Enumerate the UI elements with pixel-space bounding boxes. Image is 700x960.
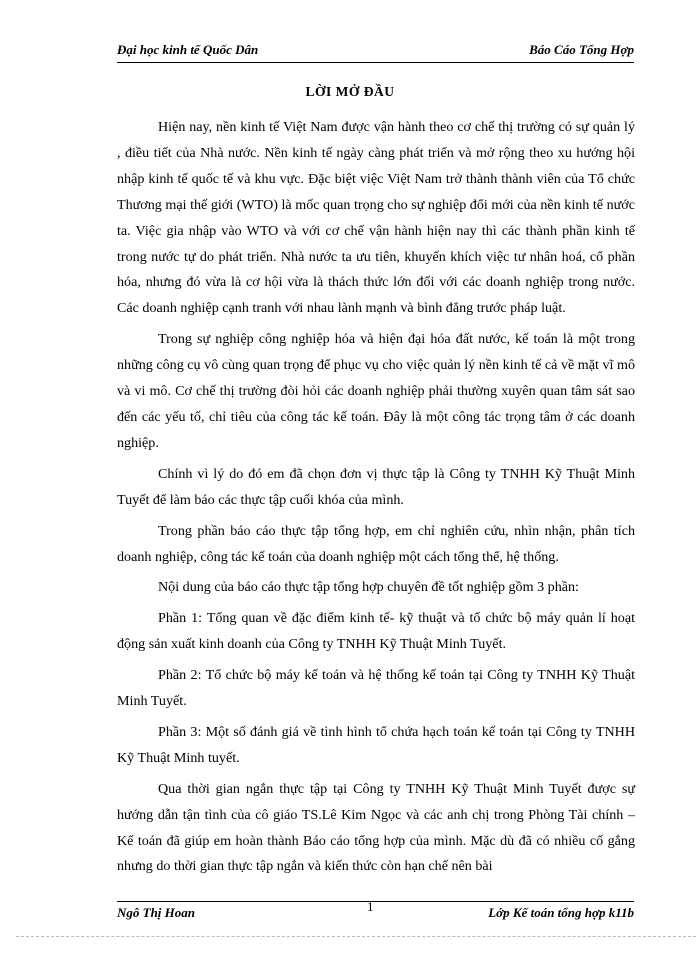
paragraph: Trong sự nghiệp công nghiệp hóa và hiện đại hóa đất nước, kế toán là một trong những công cụ vô cùng quan trọng để phục vụ cho việc quản lý nền kinh tế cả về mặt vĩ mô và vi mô. Cơ chế thị trường đòi hỏi các doanh nghiệp phải thường xuyên quan tâm sát sao đến các yếu tố, chỉ tiêu của công tác kế toán. Đây là một công tác trọng tâm ở các doanh nghiệp. — [117, 331, 635, 451]
page-boundary — [16, 936, 696, 937]
paragraph: Phần 1: Tổng quan về đặc điểm kinh tế- kỹ thuật và tổ chức bộ máy quản lí hoạt động sản xuất kinh doanh của Công ty TNHH Kỹ Thuật Minh Tuyết. — [117, 610, 635, 653]
paragraph: Trong phần báo cáo thực tập tổng hợp, em chỉ nghiên cứu, nhìn nhận, phân tích doanh nghiệp, công tác kế toán của doanh nghiệp một cách tổng thể, hệ thống. — [117, 522, 635, 565]
header-university: Đại học kinh tế Quốc Dân — [117, 42, 259, 57]
footer-author: Ngô Thị Hoan — [117, 905, 196, 920]
document-body — [117, 115, 635, 880]
footer-divider — [117, 901, 634, 902]
paragraph: Chính vì lý do đó em đã chọn đơn vị thực tập là Công ty TNHH Kỹ Thuật Minh Tuyết để làm báo các thực tập cuối khóa của mình. — [117, 465, 635, 508]
paragraph: Phần 3: Một số đánh giá về tình hình tổ chứa hạch toán kế toán tại Công ty TNHH Kỹ Thuật Minh tuyết. — [117, 723, 635, 766]
paragraph: Qua thời gian ngắn thực tập tại Công ty TNHH Kỹ Thuật Minh Tuyết được sự hướng dẫn tận tình của cô giáo TS.Lê Kim Ngọc và các anh chị trong Phòng Tài chính – Kế toán đã giúp em hoàn thành Báo cáo tổng hợp của mình. Mặc dù đã có nhiều cố gắng nhưng do thời gian thực tập ngắn và kiến thức còn hạn chế nên bài — [117, 780, 635, 875]
page-footer — [117, 899, 634, 923]
page-header — [117, 42, 634, 63]
paragraph: Hiện nay, nền kinh tế Việt Nam được vận hành theo cơ chế thị trường có sự quản lý , điều tiết của Nhà nước. Nền kinh tế ngày càng phát triển và mở rộng theo xu hướng hội nhập kinh tế quốc tế và khu vực. Đặc biệt việc Việt Nam trở thành thành viên của Tổ chức Thương mại thế giới (WTO) là mốc quan trọng cho sự nghiệp đổi mới của nền kinh tế nước ta. Việc gia nhập vào WTO và với cơ chế vận hành hiện nay thì các thành phần kinh tế trong nước tự do phát triển. Nhà nước ta ưu tiên, khuyến khích việc tư nhân hoá, cổ phần hóa, nhưng đó vừa là cơ hội vừa là thách thức lớn đối với các doanh nghiệp trong nước. Các doanh nghiệp cạnh tranh với nhau lành mạnh và bình đẳng trước pháp luật. — [117, 119, 635, 317]
paragraph: Nội dung của báo cáo thực tập tổng hợp chuyên đề tốt nghiệp gồm 3 phần: — [158, 579, 579, 596]
page-number: 1 — [367, 899, 374, 914]
footer-class: Lớp Kế toán tổng hợp k11b — [488, 905, 634, 920]
page-title: LỜI MỞ ĐẦU — [305, 84, 395, 99]
header-report-title: Báo Cáo Tổng Hợp — [529, 42, 634, 57]
paragraph: Phần 2: Tổ chức bộ máy kế toán và hệ thống kế toán tại Công ty TNHH Kỹ Thuật Minh Tuyết. — [117, 667, 635, 710]
